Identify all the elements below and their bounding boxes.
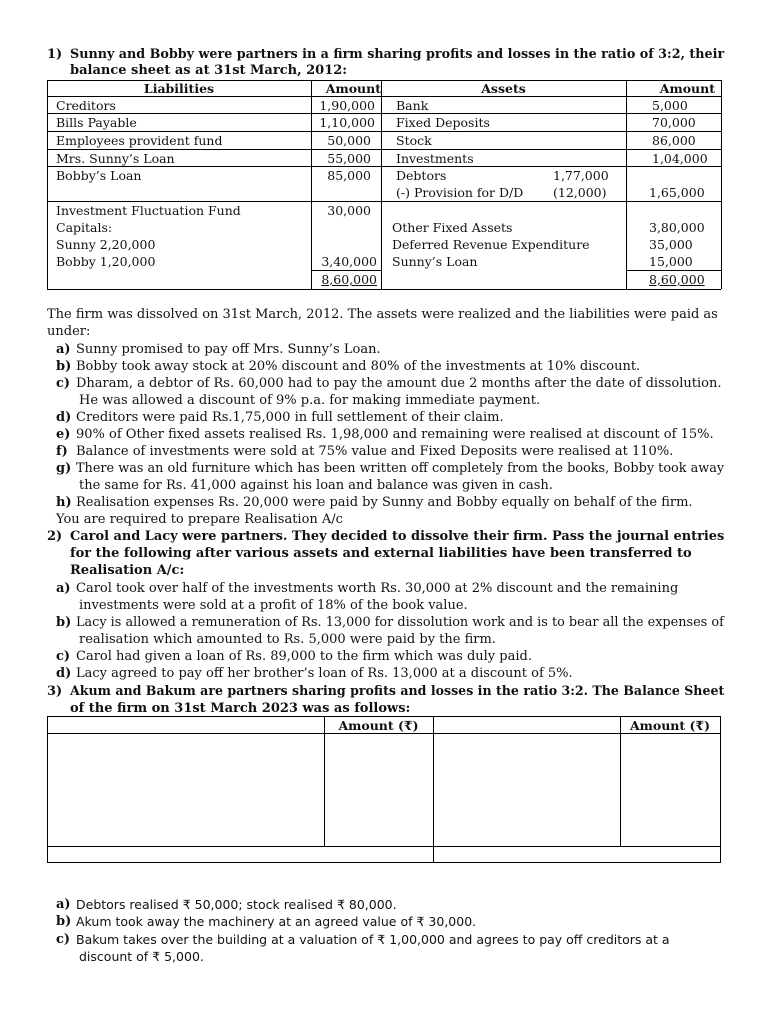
asset-label: Other Fixed Assets — [392, 220, 513, 235]
q1-intro-line2: under: — [47, 324, 91, 339]
asset-amount: 3,80,000 — [649, 220, 705, 235]
q2-heading-line: Carol and Lacy were partners. They decided to dissolve their firm. Pass the journal entries — [70, 529, 725, 544]
q1-intro-line1: The firm was dissolved on 31st March, 2012. The assets were realized and the liabilities were paid as — [47, 307, 718, 322]
item-text: the same for Rs. 41,000 against his loan and balance was given in cash. — [79, 478, 553, 493]
item-label: a) — [56, 342, 71, 357]
item-text: Lacy is allowed a remuneration of Rs. 13,000 for dissolution work and is to bear all the expenses of — [76, 615, 724, 630]
item-label: h) — [56, 495, 72, 510]
asset-label: Deferred Revenue Expenditure — [392, 237, 590, 252]
asset-amount: 15,000 — [649, 254, 693, 269]
asset-label: Sunny’s Loan — [392, 254, 478, 269]
header-amount-left: Amount — [325, 81, 381, 96]
item-text: Realisation expenses Rs. 20,000 were paid by Sunny and Bobby equally on behalf of the firm. — [76, 495, 693, 510]
item-label: d) — [56, 410, 72, 425]
liability-label: Bobby 1,20,000 — [56, 254, 156, 269]
item-label: a) — [56, 897, 71, 912]
item-text: Dharam, a debtor of Rs. 60,000 had to pay the amount due 2 months after the date of dissolution. — [76, 376, 722, 391]
item-text: discount of ₹ 5,000. — [79, 949, 204, 964]
item-label: d) — [56, 666, 72, 681]
asset-amount: 35,000 — [649, 237, 693, 252]
asset-label: (-) Provision for D/D — [396, 185, 524, 200]
total-liabilities: 8,60,000 — [321, 272, 377, 287]
asset-sub-amount: (12,000) — [553, 185, 607, 200]
q1-footer: You are required to prepare Realisation A/c — [56, 512, 343, 527]
q3-header-amount-left: Amount (₹) — [338, 718, 419, 733]
q2-heading-line: Realisation A/c: — [70, 563, 185, 578]
asset-label: Fixed Deposits — [396, 115, 490, 130]
liability-amount: 55,000 — [327, 151, 371, 166]
q3-header-amount-right: Amount (₹) — [629, 718, 711, 733]
item-text: Balance of investments were sold at 75% value and Fixed Deposits were realised at 110%. — [76, 444, 674, 459]
asset-amount: 1,04,000 — [652, 151, 708, 166]
liability-label: Creditors — [56, 98, 116, 113]
q3-heading-line1: Akum and Bakum are partners sharing profits and losses in the ratio 3:2. The Balance Sheet — [70, 684, 725, 699]
liability-amount: 50,000 — [327, 133, 371, 148]
item-label: b) — [56, 615, 72, 630]
item-text: Bobby took away stock at 20% discount and 80% of the investments at 10% discount. — [76, 359, 641, 374]
total-assets: 8,60,000 — [649, 272, 705, 287]
q2-heading-line: for the following after various assets and external liabilities have been transferred to — [70, 546, 692, 561]
q1-number: 1) — [47, 47, 63, 62]
header-assets: Assets — [481, 81, 526, 96]
item-text: Debtors realised ₹ 50,000; stock realised ₹ 80,000. — [76, 897, 397, 912]
item-label: c) — [56, 649, 71, 664]
item-text: Carol had given a loan of Rs. 89,000 to the firm which was duly paid. — [76, 649, 532, 664]
liability-label: Investment Fluctuation Fund — [56, 203, 241, 218]
item-text: Creditors were paid Rs.1,75,000 in full settlement of their claim. — [76, 410, 504, 425]
asset-amount: 5,000 — [652, 98, 688, 113]
liability-amount: 1,90,000 — [319, 98, 375, 113]
q2-number: 2) — [47, 529, 63, 544]
item-label: e) — [56, 427, 71, 442]
item-label: c) — [56, 932, 71, 947]
item-text: realisation which amounted to Rs. 5,000 were paid by the firm. — [79, 632, 496, 647]
liability-label: Employees provident fund — [56, 133, 223, 148]
liability-label: Mrs. Sunny’s Loan — [56, 151, 175, 166]
asset-sub-amount: 1,77,000 — [553, 168, 609, 183]
item-text: 90% of Other fixed assets realised Rs. 1,98,000 and remaining were realised at discount of 15%. — [76, 427, 714, 442]
item-text: He was allowed a discount of 9% p.a. for making immediate payment. — [79, 393, 541, 408]
asset-label: Debtors — [396, 168, 447, 183]
asset-label: Bank — [396, 98, 429, 113]
asset-amount: 70,000 — [652, 115, 696, 130]
item-label: f) — [56, 444, 68, 459]
item-label: b) — [56, 914, 72, 929]
item-text: Carol took over half of the investments worth Rs. 30,000 at 2% discount and the remaining — [76, 581, 679, 596]
item-text: Bakum takes over the building at a valuation of ₹ 1,00,000 and agrees to pay off creditors at a — [76, 932, 670, 947]
item-text: Sunny promised to pay off Mrs. Sunny’s Loan. — [76, 342, 381, 357]
asset-amount: 1,65,000 — [649, 185, 705, 200]
liability-label: Bills Payable — [56, 115, 137, 130]
item-label: b) — [56, 359, 72, 374]
q1-heading-line2: balance sheet as at 31st March, 2012: — [70, 63, 348, 78]
item-text: Akum took away the machinery at an agreed value of ₹ 30,000. — [76, 914, 477, 929]
q3-number: 3) — [47, 684, 63, 699]
liability-label: Capitals: — [56, 220, 113, 235]
item-label: a) — [56, 581, 71, 596]
asset-label: Stock — [396, 133, 432, 148]
item-label: c) — [56, 376, 71, 391]
header-amount-right: Amount — [659, 81, 715, 96]
liability-amount: 85,000 — [327, 168, 371, 183]
q1-heading-line1: Sunny and Bobby were partners in a firm sharing profits and losses in the ratio of 3:2, their — [70, 47, 725, 62]
item-label: g) — [56, 461, 72, 476]
item-text: Lacy agreed to pay off her brother’s loan of Rs. 13,000 at a discount of 5%. — [76, 666, 573, 681]
liability-amount: 3,40,000 — [321, 254, 377, 269]
liability-label: Bobby’s Loan — [56, 168, 142, 183]
liability-label: Sunny 2,20,000 — [56, 237, 156, 252]
item-text: There was an old furniture which has been written off completely from the books, Bobby took away — [76, 461, 725, 476]
liability-amount: 30,000 — [327, 203, 371, 218]
item-text: investments were sold at a profit of 18% of the book value. — [79, 598, 468, 613]
header-liabilities: Liabilities — [143, 81, 215, 96]
asset-label: Investments — [396, 151, 474, 166]
q3-heading-line2: of the firm on 31st March 2023 was as follows: — [70, 701, 411, 716]
asset-amount: 86,000 — [652, 133, 696, 148]
liability-amount: 1,10,000 — [319, 115, 375, 130]
